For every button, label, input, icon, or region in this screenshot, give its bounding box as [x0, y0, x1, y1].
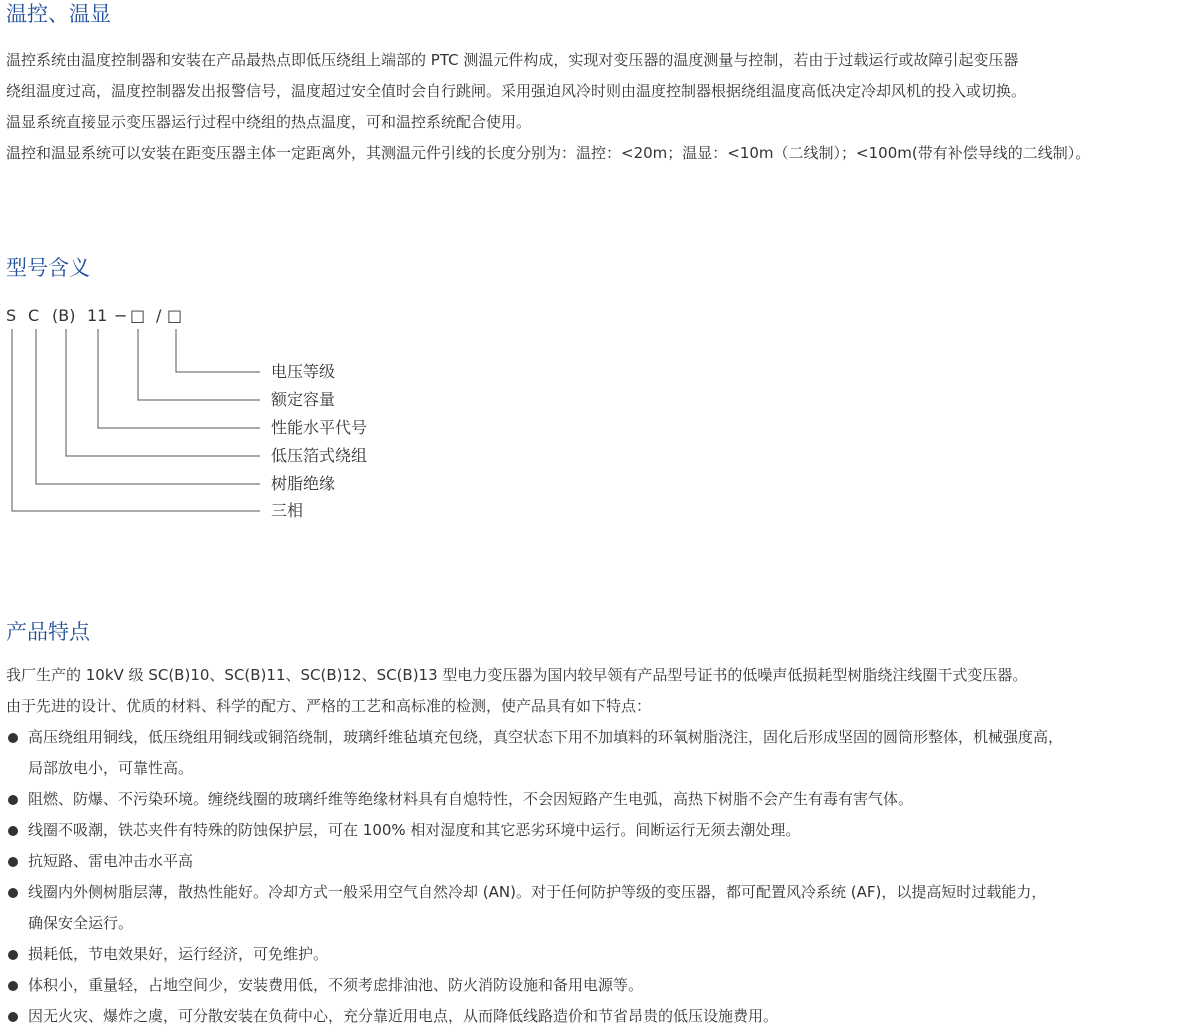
list-item-text: 线圈内外侧树脂层薄，散热性能好。冷却方式一般采用空气自然冷却 (AN)。对于任何防护等级的变压器，都可配置风冷系统 (AF)，以提高短时过载能力， — [28, 883, 1047, 901]
code-char-s: S — [6, 306, 17, 325]
list-item — [6, 722, 1198, 784]
bullet-icon — [8, 857, 18, 867]
list-item — [6, 877, 1198, 939]
section-title-features: 产品特点 — [6, 620, 90, 644]
label-rated-capacity: 额定容量 — [271, 390, 336, 409]
list-item — [6, 939, 1198, 970]
code-char-dash: − — [114, 306, 128, 325]
paragraph-line: 温显系统直接显示变压器运行过程中绕组的热点温度，可和温控系统配合使用。 — [6, 113, 532, 131]
bullet-icon — [8, 888, 18, 898]
code-char-voltage-box: □ — [167, 306, 183, 325]
bullet-icon — [8, 733, 18, 743]
bullet-icon — [8, 1012, 18, 1022]
list-item-text: 损耗低，节电效果好，运行经济，可免维护。 — [28, 945, 329, 963]
label-resin-insulation: 树脂绝缘 — [271, 474, 336, 493]
bullet-icon — [8, 981, 18, 991]
section-title-temperature-control: 温控、温显 — [6, 2, 111, 26]
label-performance-code: 性能水平代号 — [271, 418, 368, 437]
list-item-text: 阻燃、防爆、不污染环境。缠绕线圈的玻璃纤维等绝缘材料具有自熄特性，不会因短路产生电弧，高热下树脂不会产生有毒有害气体。 — [28, 790, 914, 808]
label-foil-winding: 低压箔式绕组 — [271, 446, 368, 465]
paragraph-line: 绕组温度过高，温度控制器发出报警信号，温度超过安全值时会自行跳闸。采用强迫风冷时则由温度控制器根据绕组温度高低决定冷却风机的投入或切换。 — [6, 82, 1027, 100]
list-item-text: 抗短路、雷电冲击水平高 — [28, 852, 194, 870]
code-char-capacity-box: □ — [130, 306, 146, 325]
paragraph-line: 由于先进的设计、优质的材料、科学的配方、严格的工艺和高标准的检测，使产品具有如下特点： — [6, 697, 652, 715]
bullet-icon — [8, 826, 18, 836]
connector-voltage — [176, 329, 260, 372]
list-item — [6, 784, 1198, 815]
paragraph-line: 温控和温显系统可以安装在距变压器主体一定距离外，其测温元件引线的长度分别为：温控：<20m；温显：<10m（二线制）；<100m(带有补偿导线的二线制）。 — [6, 144, 1091, 162]
list-item-text: 高压绕组用铜线，低压绕组用铜线或铜箔绕制，玻璃纤维毡填充包绕，真空状态下用不加填料的环氧树脂浇注，固化后形成坚固的圆筒形整体，机械强度高， — [28, 728, 1064, 746]
model-code-diagram — [0, 326, 300, 516]
list-item-text: 线圈不吸潮，铁芯夹件有特殊的防蚀保护层，可在 100% 相对湿度和其它恶劣环境中运行。间断运行无须去潮处理。 — [28, 821, 801, 839]
connector-capacity — [138, 329, 260, 400]
list-item-text: 体积小，重量轻，占地空间少，安装费用低，不须考虑排油池、防火消防设施和备用电源等。 — [28, 976, 644, 994]
label-three-phase: 三相 — [271, 501, 304, 520]
list-item-text: 确保安全运行。 — [28, 914, 134, 932]
code-char-slash: / — [156, 306, 162, 325]
features-list — [6, 722, 1198, 1032]
list-item — [6, 970, 1198, 1001]
paragraph-line: 我厂生产的 10kV 级 SC(B)10、SC(B)11、SC(B)12、SC(B)13 型电力变压器为国内较早领有产品型号证书的低噪声低损耗型树脂绕注线圈干式变压器。 — [6, 666, 1028, 684]
bullet-icon — [8, 795, 18, 805]
code-char-11: 11 — [87, 306, 108, 325]
list-item — [6, 815, 1198, 846]
code-char-c: C — [28, 306, 40, 325]
list-item — [6, 1001, 1198, 1032]
connector-resin — [36, 329, 260, 484]
features-intro — [6, 660, 1196, 722]
label-voltage-level: 电压等级 — [271, 362, 336, 381]
list-item — [6, 846, 1198, 877]
connector-performance — [98, 329, 260, 428]
temperature-control-text — [6, 45, 1196, 169]
list-item-text: 因无火灾、爆炸之虞，可分散安装在负荷中心，充分靠近用电点，从而降低线路造价和节省昂贵的低压设施费用。 — [28, 1007, 779, 1025]
list-item-text: 局部放电小，可靠性高。 — [28, 759, 194, 777]
section-title-model-meaning: 型号含义 — [6, 256, 90, 280]
paragraph-line: 温控系统由温度控制器和安装在产品最热点即低压绕组上端部的 PTC 测温元件构成，实现对变压器的温度测量与控制，若由于过载运行或故障引起变压器 — [6, 51, 1019, 69]
connector-foil-winding — [66, 329, 260, 456]
code-char-b: (B) — [52, 306, 76, 325]
bullet-icon — [8, 950, 18, 960]
